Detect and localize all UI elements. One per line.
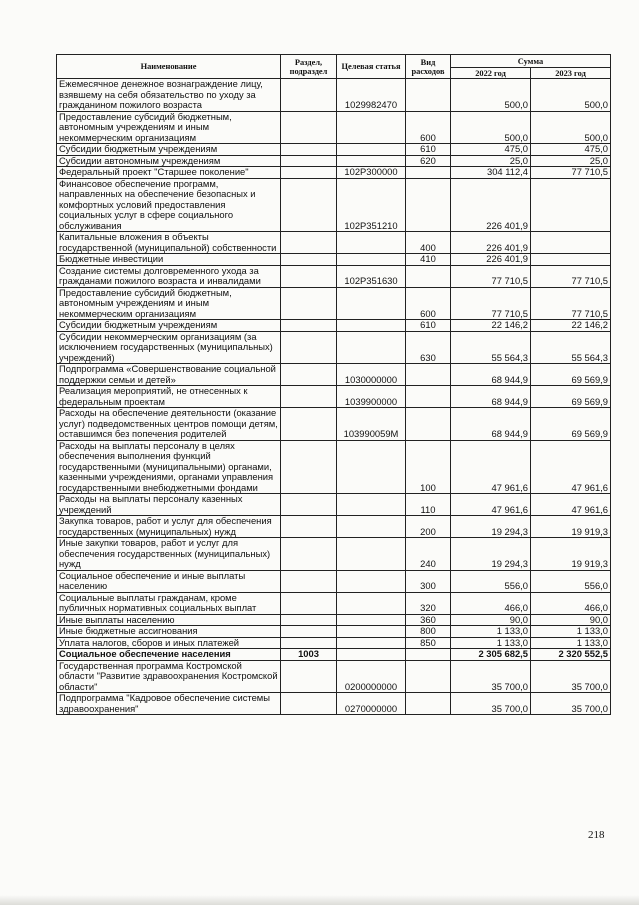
row-expense: 360 — [406, 614, 451, 626]
row-name: Субсидии бюджетным учреждениям — [57, 144, 281, 156]
table-row — [57, 144, 611, 156]
row-article — [337, 287, 406, 320]
table-row — [57, 178, 611, 232]
row-name: Социальное обеспечение населения — [57, 649, 281, 661]
row-article: 0200000000 — [337, 660, 406, 693]
row-sum-2022: 556,0 — [451, 570, 531, 592]
row-section: 1003 — [281, 649, 337, 661]
table-row — [57, 287, 611, 320]
row-sum-2023: 466,0 — [531, 592, 611, 614]
table-row — [57, 155, 611, 167]
table-row — [57, 538, 611, 571]
row-section — [281, 386, 337, 408]
row-section — [281, 287, 337, 320]
row-sum-2023: 90,0 — [531, 614, 611, 626]
table-row — [57, 614, 611, 626]
row-section — [281, 440, 337, 494]
table-row — [57, 626, 611, 638]
row-sum-2022: 35 700,0 — [451, 660, 531, 693]
row-sum-2022: 1 133,0 — [451, 626, 531, 638]
page-number: 218 — [588, 829, 605, 841]
row-name: Закупка товаров, работ и услуг для обеспечения государственных (муниципальных) нужд — [57, 516, 281, 538]
row-sum-2022: 475,0 — [451, 144, 531, 156]
row-sum-2023: 69 569,9 — [531, 408, 611, 441]
row-expense: 800 — [406, 626, 451, 638]
row-section — [281, 232, 337, 254]
row-name: Иные выплаты населению — [57, 614, 281, 626]
row-expense: 850 — [406, 637, 451, 649]
table-row — [57, 79, 611, 112]
table-row — [57, 637, 611, 649]
row-sum-2022: 35 700,0 — [451, 693, 531, 715]
row-section — [281, 408, 337, 441]
row-sum-2022: 68 944,9 — [451, 386, 531, 408]
row-sum-2022: 77 710,5 — [451, 265, 531, 287]
row-sum-2022: 226 401,9 — [451, 254, 531, 266]
table-row — [57, 265, 611, 287]
row-sum-2022: 47 961,6 — [451, 440, 531, 494]
row-name: Подпрограмма "Кадровое обеспечение системы здравоохранения" — [57, 693, 281, 715]
table-row — [57, 693, 611, 715]
row-article — [337, 570, 406, 592]
row-expense: 610 — [406, 320, 451, 332]
row-name: Социальное обеспечение и иные выплаты населению — [57, 570, 281, 592]
table-row — [57, 516, 611, 538]
row-article — [337, 592, 406, 614]
row-section — [281, 592, 337, 614]
table-row — [57, 386, 611, 408]
row-sum-2022: 90,0 — [451, 614, 531, 626]
row-expense: 600 — [406, 287, 451, 320]
row-sum-2022: 55 564,3 — [451, 331, 531, 364]
row-expense: 400 — [406, 232, 451, 254]
table-row — [57, 364, 611, 386]
row-article: 102P351630 — [337, 265, 406, 287]
row-expense: 110 — [406, 494, 451, 516]
row-expense: 610 — [406, 144, 451, 156]
row-article: 102P300000 — [337, 167, 406, 179]
row-sum-2023: 1 133,0 — [531, 637, 611, 649]
row-expense — [406, 693, 451, 715]
row-section — [281, 538, 337, 571]
row-article — [337, 516, 406, 538]
row-section — [281, 637, 337, 649]
row-article — [337, 155, 406, 167]
row-section — [281, 265, 337, 287]
row-expense: 410 — [406, 254, 451, 266]
row-expense: 620 — [406, 155, 451, 167]
table-row — [57, 408, 611, 441]
table-row — [57, 167, 611, 179]
row-sum-2023: 47 961,6 — [531, 494, 611, 516]
row-sum-2022: 500,0 — [451, 79, 531, 112]
row-article — [337, 649, 406, 661]
header-year-2023: 2023 год — [531, 68, 611, 79]
row-article — [337, 232, 406, 254]
row-article — [337, 538, 406, 571]
row-sum-2023 — [531, 178, 611, 232]
row-name: Финансовое обеспечение программ, направленных на обеспечение безопасных и комфортных условий предоставления социальных услуг в сфере социального обслуживания — [57, 178, 281, 232]
header-expense: Вид расходов — [406, 55, 451, 79]
row-sum-2022: 500,0 — [451, 111, 531, 144]
row-article: 0270000000 — [337, 693, 406, 715]
row-name: Создание системы долговременного ухода за гражданами пожилого возраста и инвалидами — [57, 265, 281, 287]
row-sum-2022: 19 294,3 — [451, 538, 531, 571]
row-name: Субсидии автономным учреждениям — [57, 155, 281, 167]
row-sum-2023: 19 919,3 — [531, 538, 611, 571]
row-sum-2022: 19 294,3 — [451, 516, 531, 538]
header-year-2022: 2022 год — [451, 68, 531, 79]
header-name: Наименование — [57, 55, 281, 79]
row-article: 1039900000 — [337, 386, 406, 408]
table-row — [57, 232, 611, 254]
row-expense: 240 — [406, 538, 451, 571]
row-sum-2023: 77 710,5 — [531, 287, 611, 320]
row-expense — [406, 408, 451, 441]
table-row — [57, 440, 611, 494]
row-name: Социальные выплаты гражданам, кроме публичных нормативных социальных выплат — [57, 592, 281, 614]
row-section — [281, 626, 337, 638]
row-name: Субсидии некоммерческим организациям (за исключением государственных (муниципальных) учреждений) — [57, 331, 281, 364]
row-name: Предоставление субсидий бюджетным, автономным учреждениям и иным некоммерческим организациям — [57, 111, 281, 144]
row-article: 102P351210 — [337, 178, 406, 232]
row-expense — [406, 649, 451, 661]
row-article: 1029982470 — [337, 79, 406, 112]
row-section — [281, 516, 337, 538]
row-sum-2023: 19 919,3 — [531, 516, 611, 538]
row-expense — [406, 660, 451, 693]
row-section — [281, 693, 337, 715]
row-expense: 600 — [406, 111, 451, 144]
row-sum-2023 — [531, 232, 611, 254]
row-section — [281, 111, 337, 144]
row-sum-2022: 466,0 — [451, 592, 531, 614]
row-sum-2023: 475,0 — [531, 144, 611, 156]
row-sum-2022: 77 710,5 — [451, 287, 531, 320]
row-expense: 100 — [406, 440, 451, 494]
row-section — [281, 155, 337, 167]
row-name: Расходы на обеспечение деятельности (оказание услуг) подведомственных центров помощи детям, оставшимся без попечения родителей — [57, 408, 281, 441]
row-article — [337, 331, 406, 364]
budget-table — [56, 54, 611, 715]
row-sum-2023: 556,0 — [531, 570, 611, 592]
row-name: Реализация мероприятий, не отнесенных к федеральным проектам — [57, 386, 281, 408]
table-row — [57, 254, 611, 266]
row-name: Иные бюджетные ассигнования — [57, 626, 281, 638]
row-expense: 320 — [406, 592, 451, 614]
row-sum-2023: 1 133,0 — [531, 626, 611, 638]
row-sum-2022: 304 112,4 — [451, 167, 531, 179]
table-row — [57, 592, 611, 614]
row-sum-2022: 1 133,0 — [451, 637, 531, 649]
row-sum-2022: 226 401,9 — [451, 232, 531, 254]
header-sum: Сумма — [451, 55, 611, 68]
row-section — [281, 178, 337, 232]
row-name: Государственная программа Костромской области "Развитие здравоохранения Костромской области" — [57, 660, 281, 693]
page-bottom-edge — [0, 895, 639, 905]
row-expense: 300 — [406, 570, 451, 592]
table-row — [57, 331, 611, 364]
row-article — [337, 254, 406, 266]
row-expense — [406, 386, 451, 408]
table-row — [57, 494, 611, 516]
row-sum-2023: 77 710,5 — [531, 265, 611, 287]
row-article: 103990059M — [337, 408, 406, 441]
row-sum-2022: 25,0 — [451, 155, 531, 167]
row-sum-2023: 500,0 — [531, 79, 611, 112]
row-article — [337, 637, 406, 649]
row-section — [281, 364, 337, 386]
row-expense — [406, 79, 451, 112]
row-article: 1030000000 — [337, 364, 406, 386]
row-sum-2023 — [531, 254, 611, 266]
row-section — [281, 570, 337, 592]
row-section — [281, 331, 337, 364]
table-body — [57, 79, 611, 715]
row-expense: 630 — [406, 331, 451, 364]
row-section — [281, 320, 337, 332]
row-sum-2023: 2 320 552,5 — [531, 649, 611, 661]
row-name: Предоставление субсидий бюджетным, автономным учреждениям и иным некоммерческим организациям — [57, 287, 281, 320]
row-article — [337, 144, 406, 156]
table-row — [57, 649, 611, 661]
header-article: Целевая статья — [337, 55, 406, 79]
table-row — [57, 320, 611, 332]
table-header — [57, 55, 611, 79]
row-name: Капитальные вложения в объекты государственной (муниципальной) собственности — [57, 232, 281, 254]
row-sum-2022: 68 944,9 — [451, 364, 531, 386]
row-name: Расходы на выплаты персоналу в целях обеспечения выполнения функций государственными (муниципальными) органами, казенными учреждениями, органами управления государственными внебюджетными фондами — [57, 440, 281, 494]
table-row — [57, 570, 611, 592]
row-article — [337, 626, 406, 638]
row-name: Федеральный проект "Старшее поколение" — [57, 167, 281, 179]
row-section — [281, 660, 337, 693]
header-section: Раздел, подраздел — [281, 55, 337, 79]
row-sum-2023: 47 961,6 — [531, 440, 611, 494]
row-sum-2023: 500,0 — [531, 111, 611, 144]
row-section — [281, 494, 337, 516]
row-sum-2023: 69 569,9 — [531, 364, 611, 386]
table-row — [57, 660, 611, 693]
row-expense: 200 — [406, 516, 451, 538]
row-sum-2022: 47 961,6 — [451, 494, 531, 516]
row-sum-2023: 22 146,2 — [531, 320, 611, 332]
row-sum-2023: 25,0 — [531, 155, 611, 167]
row-article — [337, 320, 406, 332]
row-sum-2023: 35 700,0 — [531, 660, 611, 693]
row-name: Подпрограмма «Совершенствование социальной поддержки семьи и детей» — [57, 364, 281, 386]
row-article — [337, 494, 406, 516]
row-name: Субсидии бюджетным учреждениям — [57, 320, 281, 332]
row-expense — [406, 265, 451, 287]
row-expense — [406, 167, 451, 179]
row-section — [281, 254, 337, 266]
row-sum-2023: 35 700,0 — [531, 693, 611, 715]
row-sum-2022: 2 305 682,5 — [451, 649, 531, 661]
row-expense — [406, 364, 451, 386]
row-sum-2023: 77 710,5 — [531, 167, 611, 179]
row-sum-2022: 68 944,9 — [451, 408, 531, 441]
row-name: Ежемесячное денежное вознаграждение лицу, взявшему на себя обязательство по уходу за гражданином пожилого возраста — [57, 79, 281, 112]
table-row — [57, 111, 611, 144]
row-article — [337, 440, 406, 494]
row-sum-2022: 22 146,2 — [451, 320, 531, 332]
row-section — [281, 167, 337, 179]
row-article — [337, 111, 406, 144]
row-name: Бюджетные инвестиции — [57, 254, 281, 266]
row-section — [281, 79, 337, 112]
row-expense — [406, 178, 451, 232]
row-sum-2023: 55 564,3 — [531, 331, 611, 364]
row-name: Иные закупки товаров, работ и услуг для обеспечения государственных (муниципальных) нужд — [57, 538, 281, 571]
row-sum-2022: 226 401,9 — [451, 178, 531, 232]
row-section — [281, 614, 337, 626]
row-article — [337, 614, 406, 626]
row-section — [281, 144, 337, 156]
row-name: Уплата налогов, сборов и иных платежей — [57, 637, 281, 649]
row-sum-2023: 69 569,9 — [531, 386, 611, 408]
row-name: Расходы на выплаты персоналу казенных учреждений — [57, 494, 281, 516]
